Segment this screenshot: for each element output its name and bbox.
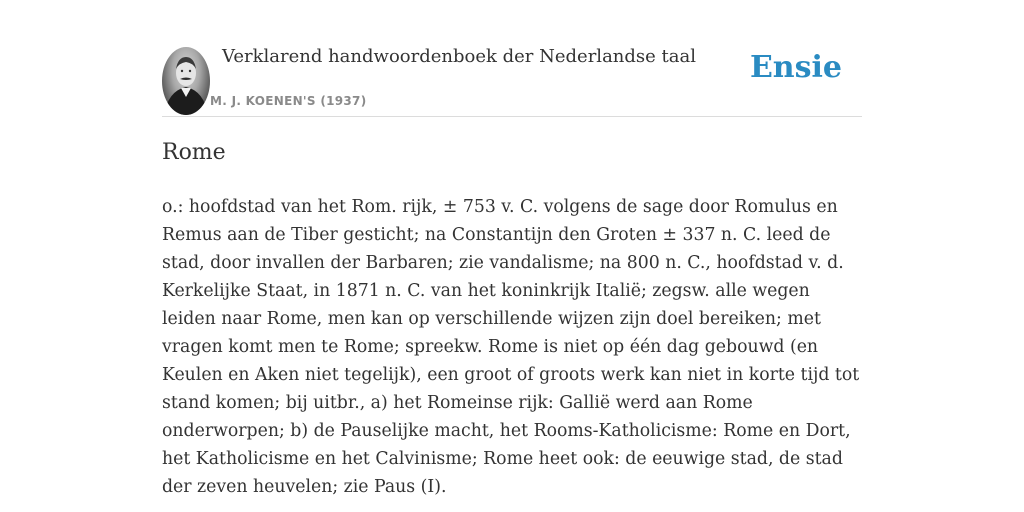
dictionary-title: Verklarend handwoordenboek der Nederlandse taal [222,46,696,67]
author-portrait-icon [162,47,210,115]
dictionary-header [162,44,862,117]
ensie-logo-link[interactable]: Ensie [749,50,842,85]
dictionary-author: M. J. KOENEN'S (1937) [210,94,367,108]
entry-definition: o.: hoofdstad van het Rom. rijk, ± 753 v. C. volgens de sage door Romulus en Remus aan de Tiber gesticht; na Constantijn den Groten ± 337 n. C. leed de stad, door invallen der Barbaren; zie vandalisme; na 800 n. C., hoofdstad v. d. Kerkelijke Staat, in 1871 n. C. van het koninkrijk Italië; zegsw. alle wegen leiden naar Rome, men kan op verschillende wijzen zijn doel bereiken; met vragen komt men te Rome; spreekw. Rome is niet op één dag gebouwd (en Keulen en Aken niet tegelijk), een groot of groots werk kan niet in korte tijd tot stand komen; bij uitbr., a) het Romeinse rijk: Gallië werd aan Rome onderworpen; b) de Pauselijke macht, het Rooms-Katholicisme: Rome en Dort, het Katholicisme en het Calvinisme; Rome heet ook: de eeuwige stad, de stad der zeven heuvelen; zie Paus (I). [162,197,860,497]
entry-headword: Rome [162,140,226,165]
